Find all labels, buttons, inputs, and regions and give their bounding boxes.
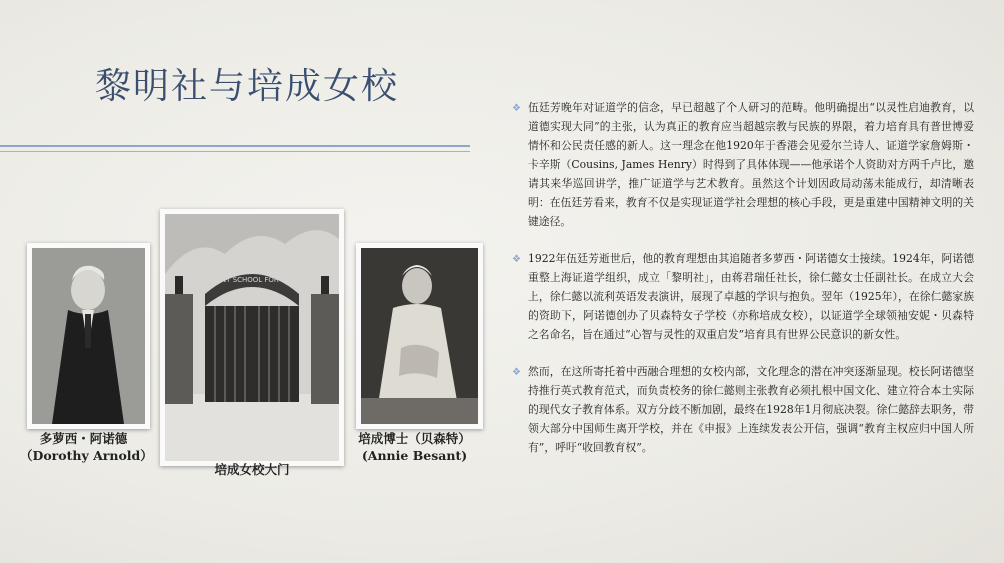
photo-school-gate (160, 209, 344, 466)
paragraph-text: 然而，在这所寄托着中西融合理想的女校内部，文化理念的潜在冲突逐渐显现。校长阿诺德坚持推行英式教育范式，而负责校务的徐仁懿则主张教育必须扎根中国文化、建立符合本土实际的现代女子教育体系。双方分歧不断加剧，最终在1928年1月彻底决裂。徐仁懿辞去职务，带领大部分中国师生离开学校，并在《申报》上连续发表公开信，强调“教育主权应归中国人所有”，呼吁“收回教育权”。 (528, 365, 974, 454)
caption-cn: 多萝西・阿诺德 (39, 431, 128, 446)
title-divider (0, 145, 470, 147)
caption-en: （Dorothy Arnold） (20, 448, 153, 463)
caption-dorothy-arnold (20, 430, 153, 464)
photo-annie-besant (356, 243, 483, 429)
caption-cn: 培成博士（贝森特） (358, 431, 471, 446)
body-text (512, 98, 974, 475)
caption-school-gate: 培成女校大门 (214, 462, 290, 477)
paragraph (512, 362, 974, 457)
paragraph (512, 98, 974, 231)
gate-sign: BESANT SCHOOL FOR GIRLS (202, 276, 302, 284)
paragraph-text: 1922年伍廷芳逝世后，他的教育理想由其追随者多萝西・阿诺德女士接续。1924年，阿诺德重整上海证道学组织，成立「黎明社」，由蒋君瑞任社长，徐仁懿女士任副社长。在成立大会上，徐仁懿以流利英语发表演讲，展现了卓越的学识与抱负。翌年（1925年），在徐仁懿家族的资助下，阿诺德创办了贝森特女子学校（亦称培成女校），以证道学全球领袖安妮・贝森特之名命名，旨在通过“心智与灵性的双重启发”培育具有世界公民意识的新女性。 (528, 252, 974, 341)
diamond-bullet-icon: ❖ (512, 367, 521, 378)
paragraph (512, 249, 974, 344)
diamond-bullet-icon: ❖ (512, 254, 521, 265)
diamond-bullet-icon: ❖ (512, 103, 521, 114)
caption-en: (Annie Besant) (361, 448, 468, 463)
title-divider-thin (0, 151, 470, 152)
paragraph-text: 伍廷芳晚年对证道学的信念，早已超越了个人研习的范畴。他明确提出“以灵性启迪教育，以道德实现大同”的主张，认为真正的教育应当超越宗教与民族的界限，着力培育具有普世博爱情怀和公民责任感的新人。这一理念在他1920年于香港会见爱尔兰诗人、证道学家詹姆斯・卡辛斯（Cousins, James Henry）时得到了具体体现——他承诺个人资助对方两千卢比，邀请其来华巡回讲学，推广证道学与艺术教育。虽然这个计划因政局动荡未能成行，却清晰表明：在伍廷芳看来，教育不仅是实现证道学社会理想的核心手段，更是重建中国精神文明的关键途径。 (528, 101, 974, 228)
caption-annie-besant (346, 430, 483, 464)
photo-dorothy-arnold (27, 243, 150, 429)
page-title: 黎明社与培成女校 (95, 66, 400, 107)
